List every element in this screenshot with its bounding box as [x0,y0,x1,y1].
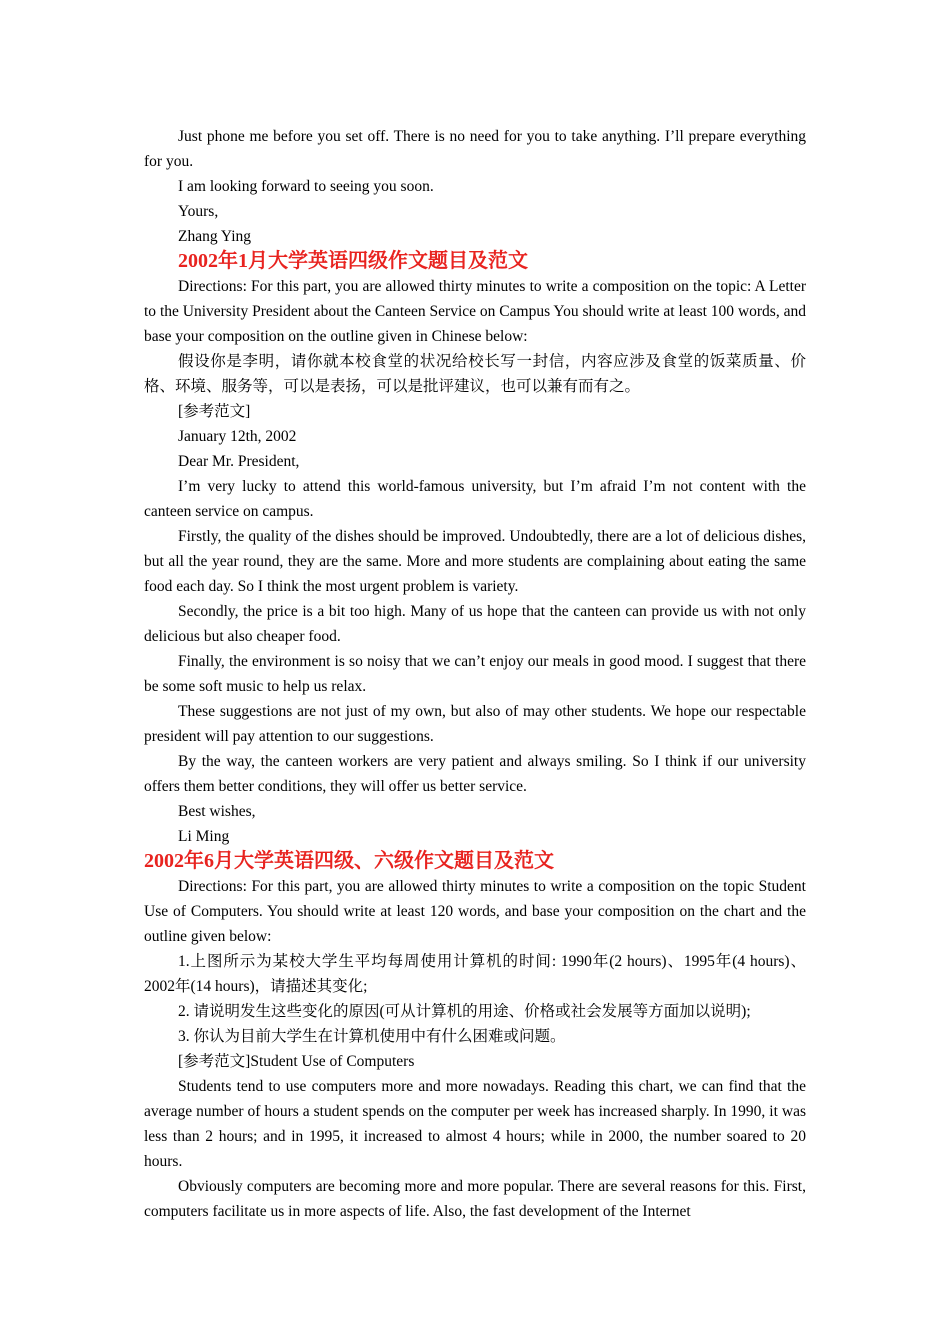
section2-paragraph: Obviously computers are becoming more and more popular. There are several reasons for this. First, computers facilitate us in more aspects of life. Also, the fast development of the Internet [144,1178,806,1220]
section1-closing: Best wishes, [178,803,256,820]
section2-heading: 2002年6月大学英语四级、六级作文题目及范文 [144,850,554,872]
letter1-signature: Zhang Ying [178,228,252,245]
section1-paragraph: Finally, the environment is so noisy that we can’t enjoy our meals in good mood. I suggest that there be some soft music to help us relax. [144,653,806,695]
section2-outline-item: 1.上图所示为某校大学生平均每周使用计算机的时间: 1990年(2 hours)、1995年(4 hours)、2002年(14 hours)，请描述其变化; [144,953,806,995]
letter1-closing: Yours, [178,203,219,220]
section2-outline-item: 2. 请说明发生这些变化的原因(可从计算机的用途、价格或社会发展等方面加以说明); [178,1003,751,1020]
section1-paragraph: I’m very lucky to attend this world-famous university, but I’m afraid I’m not content with the canteen service on campus. [144,478,806,520]
section1-heading: 2002年1月大学英语四级作文题目及范文 [178,250,528,272]
section1-paragraph: Firstly, the quality of the dishes should be improved. Undoubtedly, there are a lot of delicious dishes, but all the year round, they are the same. More and more students are complaining about eating the same food each day. So I think the most urgent problem is variety. [144,528,806,595]
section1-paragraph: These suggestions are not just of my own, but also of may other students. We hope our respectable president will pay attention to our suggestions. [144,703,806,745]
section1-outline: 假设你是李明，请你就本校食堂的状况给校长写一封信，内容应涉及食堂的饭菜质量、价格、环境、服务等，可以是表扬，可以是批评建议，也可以兼有而有之。 [144,353,806,395]
section2-outline-item: 3. 你认为目前大学生在计算机使用中有什么困难或问题。 [178,1028,566,1045]
section1-ref-label: [参考范文] [178,403,251,420]
section1-directions: Directions: For this part, you are allowed thirty minutes to write a composition on the topic: A Letter to the University President about the Canteen Service on Campus You should write at least 100 words, and base your composition on the outline given in Chinese below: [144,278,806,345]
letter1-paragraph: I am looking forward to seeing you soon. [178,178,434,195]
section1-paragraph: By the way, the canteen workers are very patient and always smiling. So I think if our university offers them better conditions, they will offer us better service. [144,753,806,795]
letter1-paragraph: Just phone me before you set off. There is no need for you to take anything. I’ll prepare everything for you. [144,128,806,170]
section2-paragraph: Students tend to use computers more and more nowadays. Reading this chart, we can find that the average number of hours a student spends on the computer per week has increased sharply. In 1990, it was less than 2 hours; and in 1995, it increased to almost 4 hours; while in 2000, the number soared to 20 hours. [144,1078,806,1170]
section2-directions: Directions: For this part, you are allowed thirty minutes to write a composition on the topic Student Use of Computers. You should write at least 120 words, and base your composition on the chart and the outline given below: [144,878,806,945]
section2-ref-title: [参考范文]Student Use of Computers [178,1053,415,1070]
section1-date: January 12th, 2002 [178,428,297,445]
section1-salutation: Dear Mr. President, [178,453,300,470]
section1-paragraph: Secondly, the price is a bit too high. Many of us hope that the canteen can provide us with not only delicious but also cheaper food. [144,603,806,645]
section1-signature: Li Ming [178,828,230,845]
document-page [144,124,806,1224]
